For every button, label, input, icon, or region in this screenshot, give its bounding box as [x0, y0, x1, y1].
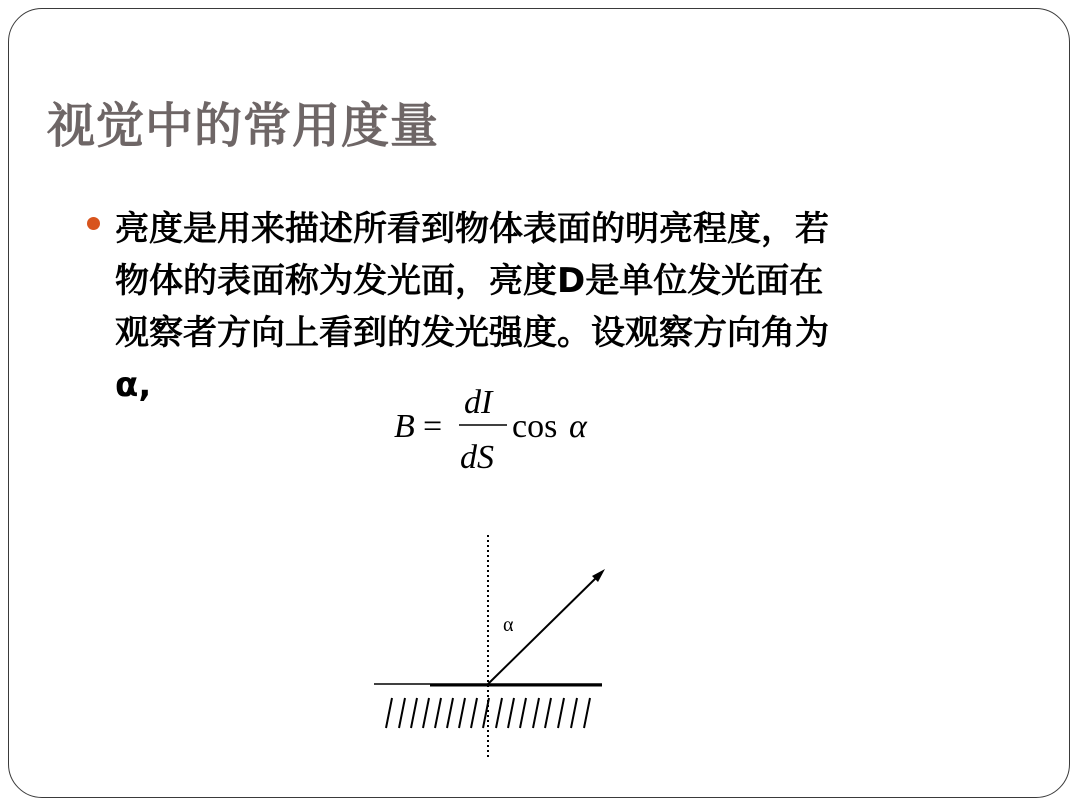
formula-numerator: dI	[464, 384, 493, 421]
formula-function: cos	[512, 408, 558, 445]
bullet-line-1: 亮度是用来描述所看到物体表面的明亮程度，若	[115, 209, 829, 249]
formula-argument: α	[569, 408, 587, 445]
slide-title: 视觉中的常用度量	[47, 98, 440, 154]
angle-label: α	[503, 614, 514, 636]
surface-hatching	[386, 698, 590, 728]
formula-denominator: dS	[460, 439, 494, 476]
bullet-line-2: 物体的表面称为发光面，亮度D是单位发光面在	[115, 261, 824, 301]
formula-lhs: B	[394, 408, 415, 445]
formula-equals: =	[423, 408, 443, 445]
bullet-line-4: α,	[115, 365, 152, 405]
bullet-line-3: 观察者方向上看到的发光强度。设观察方向角为	[115, 313, 829, 353]
